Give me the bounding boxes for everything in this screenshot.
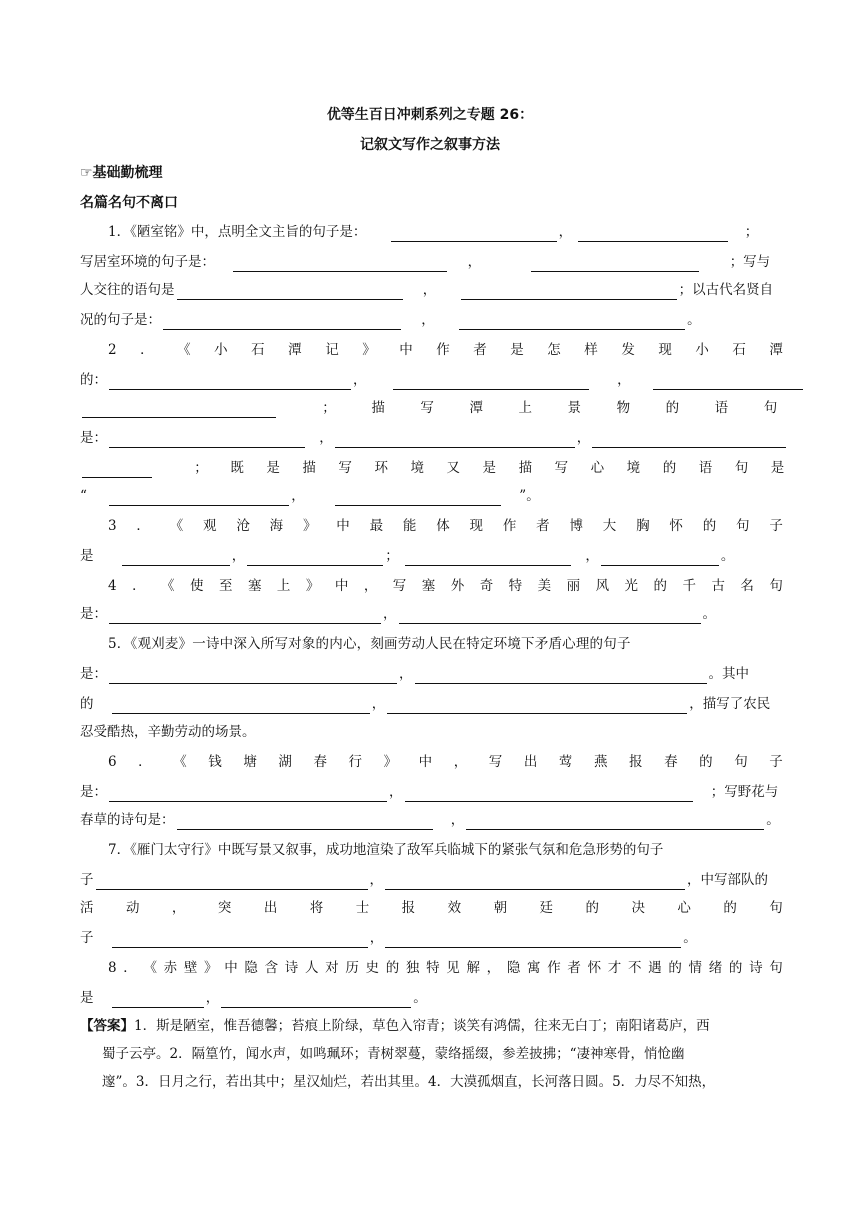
answer-block	[80, 1012, 785, 1096]
answer-blank[interactable]	[385, 875, 685, 890]
q1-line-4: 况的句子是： ， 。	[80, 312, 701, 328]
q7-line-4: 子 ， 。	[80, 930, 697, 946]
q5-line-4: 忍受酷热，辛勤劳动的场景。	[80, 724, 256, 740]
q2-line-1: 2 ． 《 小 石 潭 记 》 中 作 者 是 怎 样 发 现 小 石 潭	[108, 342, 783, 358]
answer-blank[interactable]	[335, 433, 575, 448]
q1-line-2: 写居室环境的句子是： ， ；写与	[80, 254, 771, 270]
q7-line-3: 活 动 ， 突 出 将 士 报 效 朝 廷 的 决 心 的 句	[80, 900, 783, 916]
q8-line-2: 是 ， 。	[80, 990, 427, 1006]
q3-line-1: 3 ． 《 观 沧 海 》 中 最 能 体 现 作 者 博 大 胸 怀 的 句 子	[108, 518, 783, 534]
q6-line-1: 6 ． 《 钱 塘 湖 春 行 》 中 ， 写 出 莺 燕 报 春 的 句 子	[108, 754, 783, 770]
q7-line-1: 7．《雁门太守行》中既写景又叙事，成功地渲染了敌军兵临城下的紧张气氛和危急形势的句子	[108, 842, 664, 858]
answer-blank[interactable]	[122, 551, 230, 566]
answer-blank[interactable]	[466, 815, 764, 830]
q2-line-5: ； 既 是 描 写 环 境 又 是 描 写 心 境 的 语 句 是	[80, 458, 783, 478]
answer-label: 【答案】	[80, 1018, 134, 1034]
q2-line-4: 是： ， ，	[80, 428, 783, 448]
answer-blank[interactable]	[531, 257, 699, 272]
answer-blank[interactable]	[112, 699, 370, 714]
answer-blank[interactable]	[578, 227, 728, 242]
q5-line-2: 是： ， 。其中	[80, 666, 749, 682]
answer-blank[interactable]	[391, 227, 557, 242]
answer-blank[interactable]	[177, 285, 403, 300]
answer-blank[interactable]	[109, 433, 305, 448]
answer-blank[interactable]	[653, 375, 803, 390]
answer-line-3: 邃”。3．日月之行，若出其中；星汉灿烂，若出其里。4．大漠孤烟直，长河落日圆。5．力尽不知热，	[102, 1074, 716, 1090]
answer-blank[interactable]	[601, 551, 719, 566]
answer-blank[interactable]	[247, 551, 383, 566]
q4-line-1: 4 ． 《 使 至 塞 上 》 中 ， 写 塞 外 奇 特 美 丽 风 光 的 千 古 名 句	[108, 578, 783, 594]
answer-blank[interactable]	[393, 375, 589, 390]
answer-line-1: 【答案】1．斯是陋室，惟吾德馨；苔痕上阶绿，草色入帘青；谈笑有鸿儒，往来无白丁；南阳诸葛庐，西	[80, 1018, 710, 1034]
answer-blank[interactable]	[177, 815, 433, 830]
q2-line-3: ； 描 写 潭 上 景 物 的 语 句	[80, 398, 783, 418]
section-heading-famous-lines: 名篇名句不离口	[80, 195, 178, 211]
answer-blank[interactable]	[82, 403, 276, 418]
answer-blank[interactable]	[461, 285, 677, 300]
q8-line-1: 8 ． 《 赤 壁 》 中 隐 含 诗 人 对 历 史 的 独 特 见 解 ， 隐 寓 作 者 怀 才 不 遇 的 情 绪 的 诗 句	[108, 960, 783, 976]
section-heading-basics: ☞基础勤梳理	[80, 165, 163, 181]
q4-line-2: 是： ， 。	[80, 606, 716, 622]
answer-blank[interactable]	[109, 609, 381, 624]
q7-line-2: 子 ， ，中写部队的	[80, 872, 768, 888]
answer-blank[interactable]	[415, 669, 707, 684]
answer-blank[interactable]	[221, 993, 411, 1008]
q1-line-3: 人交往的语句是 ， ；以古代名贤自	[80, 282, 774, 298]
title-line-1: 优等生百日冲刺系列之专题 26：	[326, 107, 534, 123]
answer-blank[interactable]	[387, 699, 687, 714]
answer-blank[interactable]	[459, 315, 685, 330]
answer-blank[interactable]	[335, 491, 501, 506]
answer-blank[interactable]	[592, 433, 786, 448]
answer-blank[interactable]	[163, 315, 401, 330]
answer-blank[interactable]	[405, 787, 693, 802]
answer-blank[interactable]	[385, 933, 681, 948]
answer-blank[interactable]	[233, 257, 447, 272]
q6-line-2: 是： ， ；写野花与	[80, 784, 779, 800]
answer-blank[interactable]	[112, 933, 368, 948]
q2-line-6: “ ， ”。	[80, 488, 540, 504]
answer-blank[interactable]	[109, 375, 351, 390]
answer-line-2: 蜀子云亭。2．隔篁竹，闻水声，如鸣珮环；青树翠蔓，蒙络摇缀，参差披拂；“凄神寒骨，悄怆幽	[102, 1046, 685, 1062]
q5-line-1: 5．《观刈麦》一诗中深入所写对象的内心，刻画劳动人民在特定环境下矛盾心理的句子	[108, 636, 631, 652]
q6-line-3: 春草的诗句是： ， 。	[80, 812, 780, 828]
answer-blank[interactable]	[82, 463, 152, 478]
answer-blank[interactable]	[405, 551, 571, 566]
title-line-2: 记叙文写作之叙事方法	[360, 137, 500, 153]
q5-line-3: 的 ， ，描写了农民	[80, 696, 771, 712]
answer-blank[interactable]	[109, 491, 289, 506]
answer-blank[interactable]	[399, 609, 701, 624]
q1-prompt: 1．《陋室铭》中，点明全文主旨的句子是：	[108, 224, 367, 240]
q1-line-1: 1．《陋室铭》中，点明全文主旨的句子是： ， ；	[108, 224, 759, 240]
answer-blank[interactable]	[96, 875, 368, 890]
answer-blank[interactable]	[109, 787, 387, 802]
answer-blank[interactable]	[112, 993, 204, 1008]
q3-line-2: 是 ， ； ， 。	[80, 548, 735, 564]
answer-blank[interactable]	[109, 669, 397, 684]
q2-line-2: 的： ， ，	[80, 370, 783, 390]
